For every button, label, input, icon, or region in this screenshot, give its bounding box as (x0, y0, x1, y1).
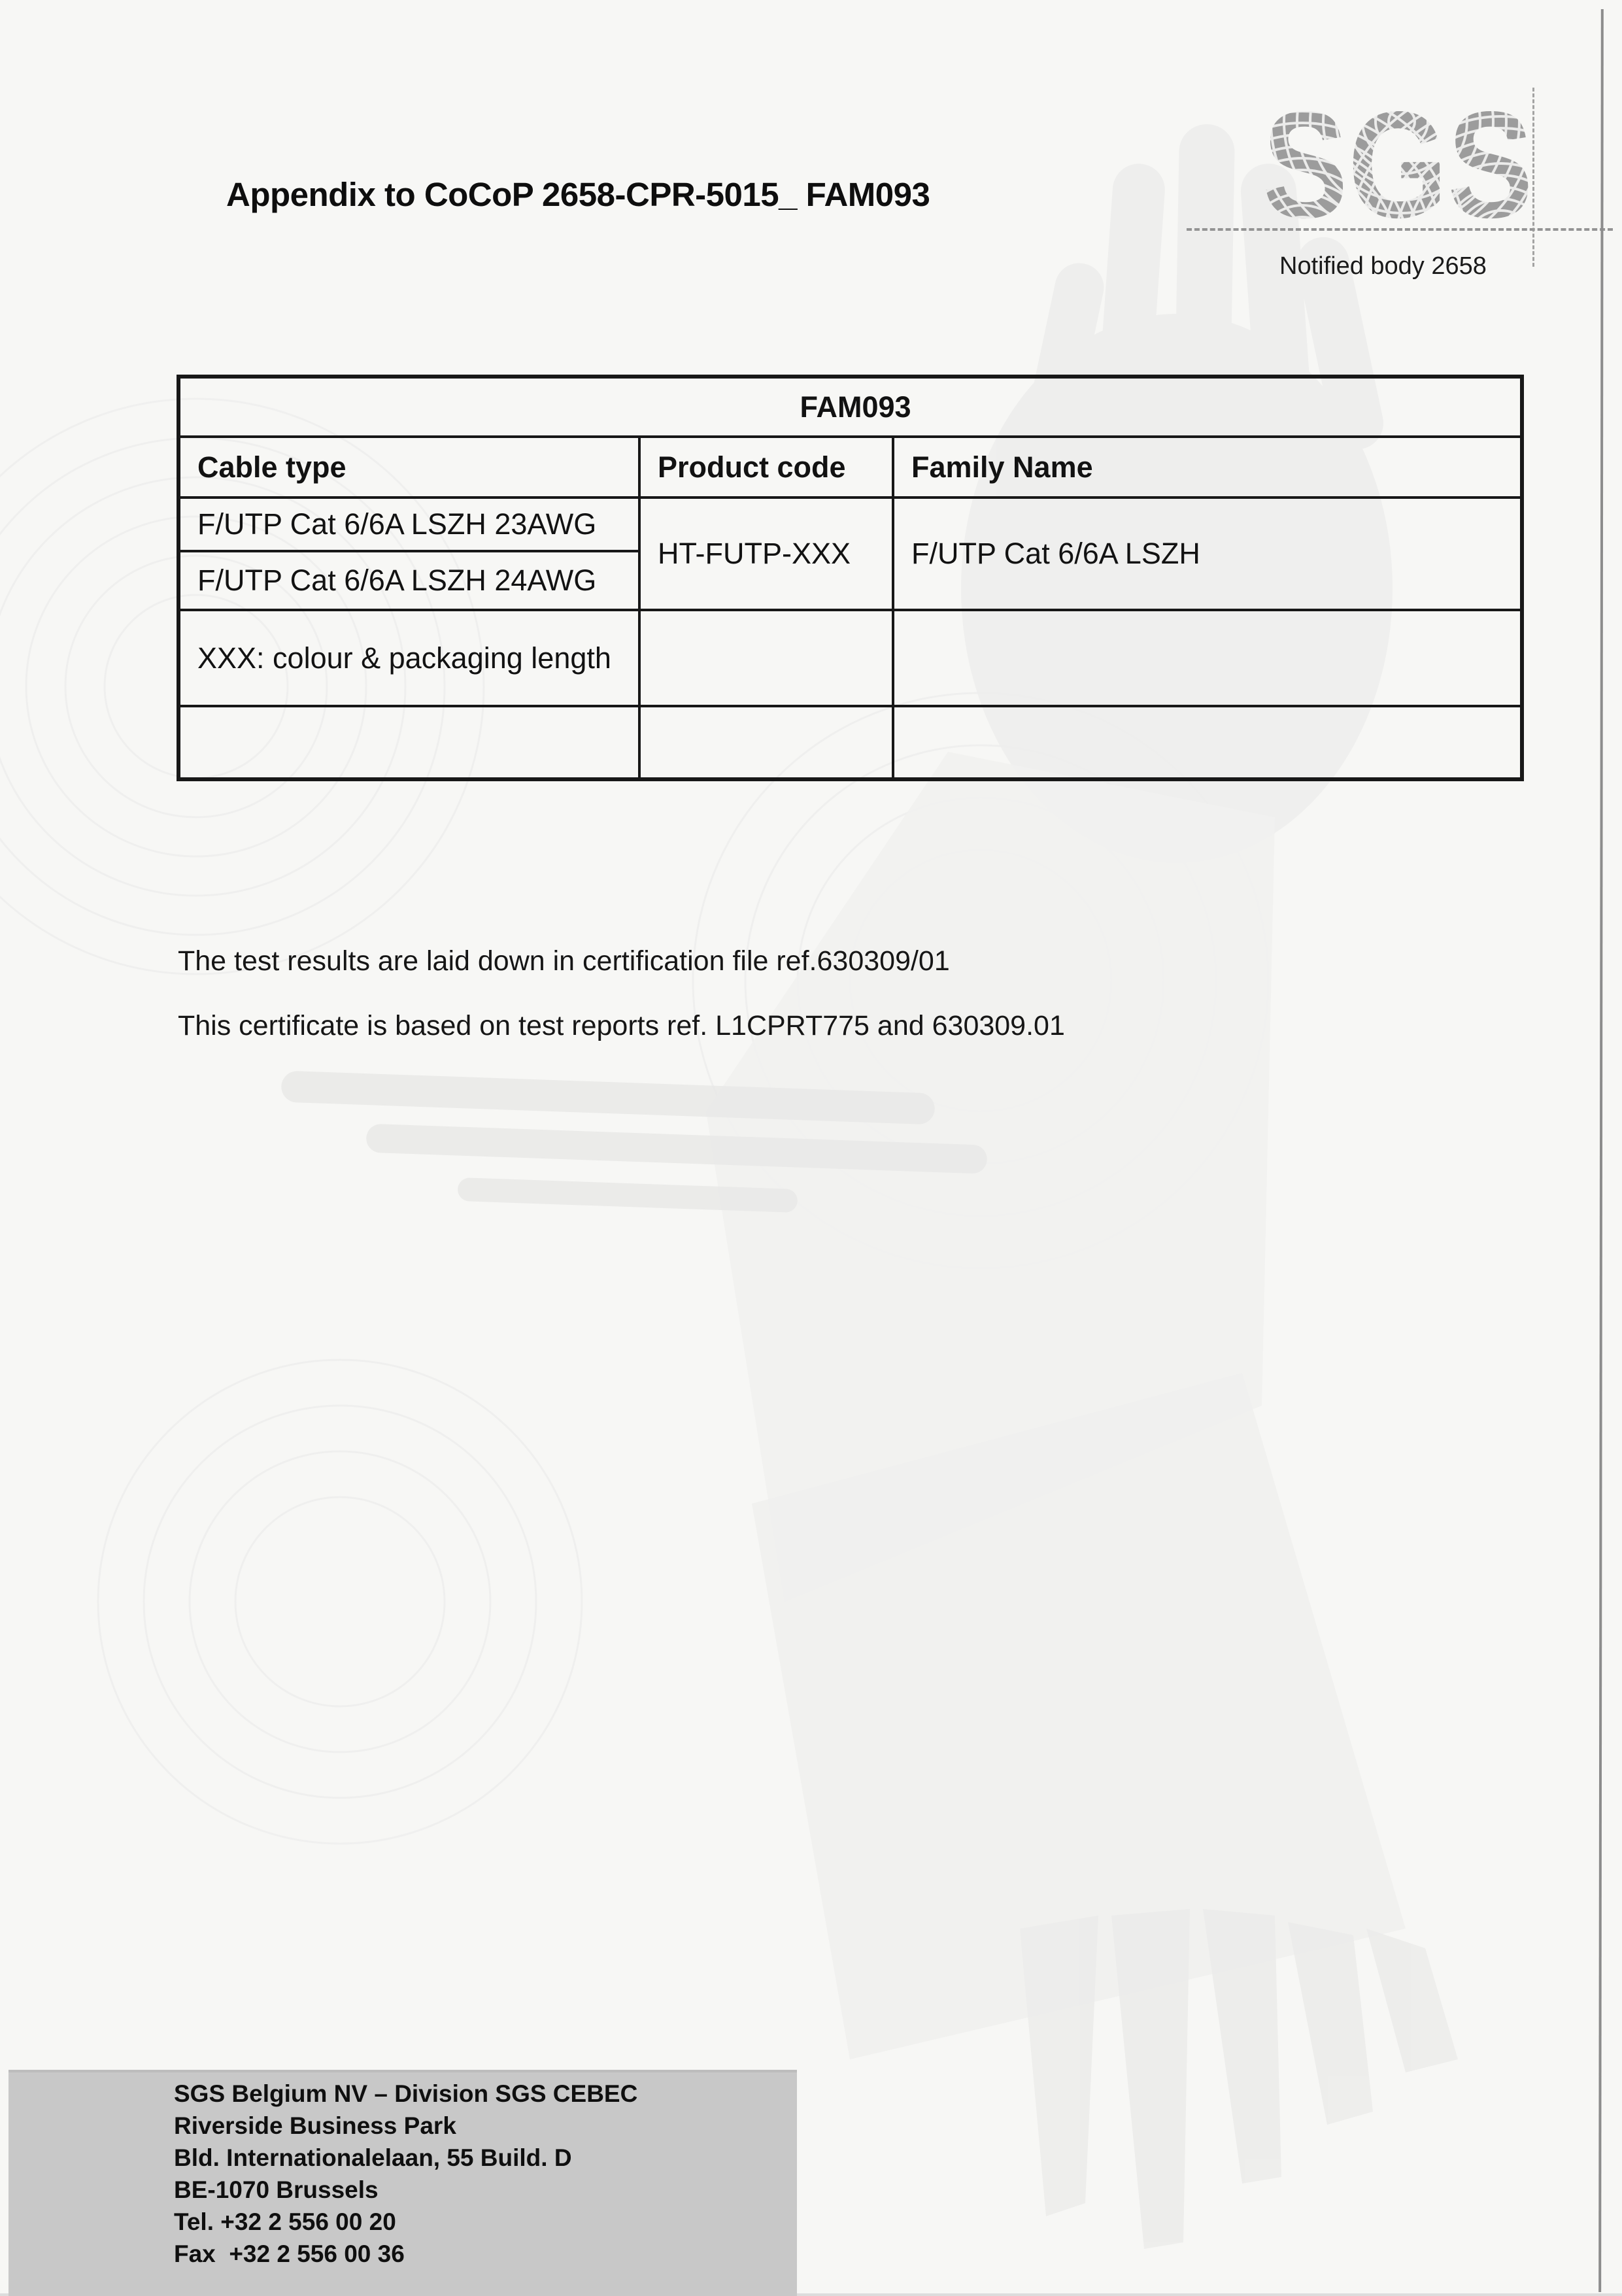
cell-empty (639, 706, 893, 779)
paragraph-test-results: The test results are laid down in certification file ref.630309/01 (178, 945, 950, 977)
footer-address-line2: Bld. Internationalelaan, 55 Build. D (174, 2144, 572, 2171)
table-row (178, 706, 1522, 779)
cell-colour-packaging-note: XXX: colour & packaging length (178, 610, 639, 706)
cell-cable-type-23awg: F/UTP Cat 6/6A LSZH 23AWG (178, 498, 639, 551)
footer-address-block (8, 2070, 797, 2296)
cell-empty (639, 610, 893, 706)
table-row (178, 498, 1522, 551)
cell-product-code: HT-FUTP-XXX (639, 498, 893, 610)
col-header-product-code: Product code (639, 437, 893, 498)
sgs-logo (1259, 95, 1536, 233)
cell-empty (893, 706, 1522, 779)
notified-body-label: Notified body 2658 (1279, 252, 1487, 280)
cell-empty (893, 610, 1522, 706)
footer-address-text (174, 2078, 637, 2270)
col-header-cable-type: Cable type (178, 437, 639, 498)
table-row (178, 377, 1522, 437)
product-table (177, 375, 1524, 781)
footer-address-line3: BE-1070 Brussels (174, 2176, 379, 2203)
footer-address-line1: Riverside Business Park (174, 2112, 456, 2139)
cell-cable-type-24awg: F/UTP Cat 6/6A LSZH 24AWG (178, 551, 639, 610)
col-header-family-name: Family Name (893, 437, 1522, 498)
table-row (178, 437, 1522, 498)
page-title: Appendix to CoCoP 2658-CPR-5015_ FAM093 (226, 176, 930, 213)
cell-empty (178, 706, 639, 779)
watermark-feather-tips (1020, 1909, 1458, 2249)
paragraph-certificate-basis: This certificate is based on test reports ref. L1CPRT775 and 630309.01 (178, 1010, 1065, 1041)
footer-company-name: SGS Belgium NV – Division SGS CEBEC (174, 2080, 638, 2107)
footer-fax: Fax +32 2 556 00 36 (174, 2240, 405, 2267)
crop-mark-horizontal (1187, 228, 1613, 231)
footer-telephone: Tel. +32 2 556 00 20 (174, 2208, 396, 2235)
table-row (178, 610, 1522, 706)
sgs-logo-graphic (1259, 95, 1536, 230)
crop-mark-vertical (1532, 88, 1534, 267)
table-caption: FAM093 (178, 377, 1522, 437)
cell-family-name: F/UTP Cat 6/6A LSZH (893, 498, 1522, 610)
